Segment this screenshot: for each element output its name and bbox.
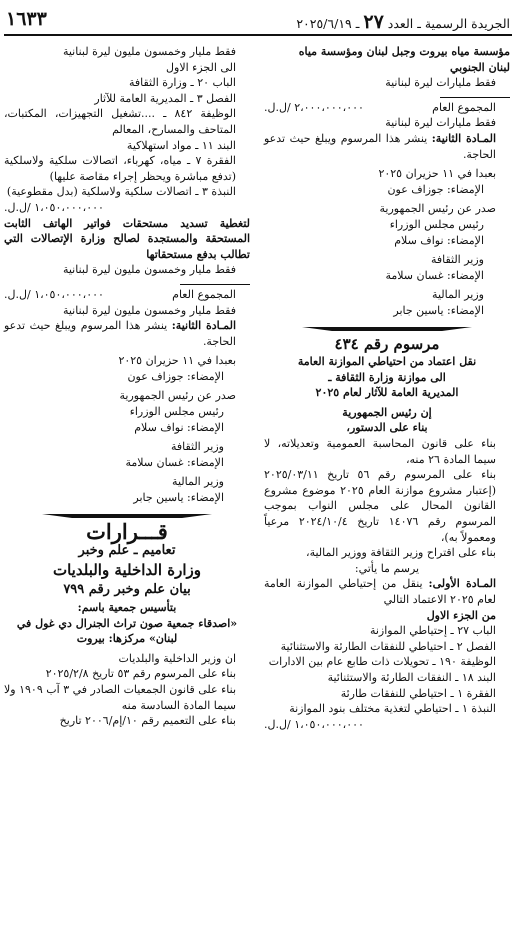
text-line: البند ١٨ ـ النفقات الطارئة والاستثنائية <box>327 670 496 684</box>
decree-title: المديرية العامة للآثار لعام ٢٠٢٥ <box>315 386 459 400</box>
ministry-heading: وزارة الداخلية والبلديات <box>52 560 201 579</box>
text-line: فقط مليارات ليرة لبنانية <box>385 116 496 130</box>
signature: الإمضاء: غسان سلامة <box>385 268 484 282</box>
total-amount: ١،٠٥٠،٠٠٠،٠٠٠ /ل.ل. <box>4 287 104 301</box>
text-line: الى الجزء الاول <box>166 60 236 74</box>
text-line: وزير الثقافة <box>170 440 224 454</box>
text-line: مؤسسة مياه بيروت وجبل لبنان ومؤسسة مياه <box>298 45 510 58</box>
text-line: صدر عن رئيس الجمهورية <box>119 389 236 403</box>
decree-title: الى موازنة وزارة الثقافة ـ <box>328 370 446 384</box>
total-row <box>264 100 510 116</box>
date-line: بعبدا في ١١ حزيران ٢٠٢٥ <box>378 167 496 181</box>
text-line: فقط مليارات ليرة لبنانية <box>385 76 496 90</box>
article-title: المـادة الثانية: <box>431 131 497 145</box>
text-line: الوظيفة ١٩٠ ـ تحويلات ذات طابع عام بين الادارات <box>268 655 496 669</box>
article-title: المـادة الثانية: <box>171 319 237 333</box>
sum-rule <box>440 97 510 98</box>
text-line: رئيس مجلس الوزراء <box>129 405 224 419</box>
page-header <box>4 6 512 32</box>
total-label: المجموع العام <box>172 287 236 301</box>
text-line: النبذة ١ ـ احتياطي لتغذية مختلف بنود الموازنة <box>289 702 496 716</box>
text-line: الوظيفة ٨٤٢ ـ ....تشغيل التجهيزات، المكتبات، المتاحف والمسارح، المعالم <box>4 107 236 136</box>
gazette-title <box>296 11 510 33</box>
paragraph: بناء على قانون الجمعيات الصادر في ٣ آب ١٩٠٩ ولا سيما المادة السادسة منه <box>4 682 237 712</box>
total-label: المجموع العام <box>432 100 496 114</box>
paragraph: بناء على المرسوم رقم ٥٣ تاريخ ٢٠٢٥/٢/٨ <box>45 667 236 681</box>
article-text: ينشر هذا المرسوم ويبلغ حيث تدعو الحاجة. <box>4 319 236 348</box>
text-line: صدر عن رئيس الجمهورية <box>379 202 496 216</box>
article-title: المـادة الأولى: <box>428 577 497 591</box>
association-name: «اصدقاء جمعية صون تراث الجنرال دي غول في لبنان» مركزها: بيروت <box>16 616 238 646</box>
text-line: ان وزير الداخلية والبلديات <box>118 651 236 665</box>
header-rule <box>4 34 512 36</box>
text-line: بتأسيس جمعية باسم: <box>77 601 177 614</box>
left-column <box>4 44 250 729</box>
section-separator <box>42 514 212 518</box>
signature: الإمضاء: نواف سلام <box>394 233 484 247</box>
paragraph: بناء على التعميم رقم ١٠/إم/٢٠٠٦ تاريخ <box>59 714 236 728</box>
text-line: الفصل ٢ ـ احتياطي للنفقات الطارئة والاستثنائية <box>280 639 496 653</box>
date-line: بعبدا في ١١ حزيران ٢٠٢٥ <box>118 354 236 368</box>
article-text: ينشر هذا المرسوم ويبلغ حيث تدعو الحاجة. <box>264 131 496 161</box>
text-line: البند ١١ ـ مواد استهلاكية <box>126 138 236 152</box>
article-text: ينقل من إحتياطي الموازنة العامة لعام ٢٠٢٥ الاعتماد التالي <box>264 577 496 606</box>
decree-title: نقل اعتماد من احتياطي الموازنة العامة <box>297 355 477 369</box>
text-line: وزير المالية <box>172 475 224 489</box>
decree-number: مرسوم رقم ٤٣٤ <box>334 334 440 353</box>
section-separator <box>302 327 472 331</box>
paragraph: بناء على اقتراح وزير الثقافة ووزير المالية، <box>306 546 496 560</box>
signature: الإمضاء: جوزاف عون <box>127 369 224 383</box>
amount: ١،٠٥٠،٠٠٠،٠٠٠ /ل.ل. <box>4 200 104 214</box>
text-line: رئيس مجلس الوزراء <box>389 217 484 231</box>
text-line: يرسم ما يأتي: <box>354 561 420 575</box>
section-subheading: تعاميم ـ علم وخبر <box>78 543 176 559</box>
text-line: فقط مليار وخمسون مليون ليرة لبنانية <box>62 45 236 58</box>
paragraph: بناء على المرسوم رقم ٥٦ تاريخ ٢٠٢٥/٠٣/١١ (إعتبار مشروع موازنة العام ٢٠٢٥ موضوع مشروع القانون المحال على مجلس النواب بموجب المرسوم رقم ١٤٠٧٦ تاريخ ٢٠٢٤/١٠/٤ مرعياً ومعمولاً به)، <box>264 468 497 544</box>
text-line: وزير الثقافة <box>430 253 484 267</box>
gazette-name: الجريدة الرسمية ـ العدد <box>387 16 510 31</box>
signature: الإمضاء: غسان سلامة <box>125 455 224 469</box>
total-row <box>4 287 250 303</box>
signature: الإمضاء: جوزاف عون <box>387 182 484 196</box>
text-line: الباب ٢٠ ـ وزارة الثقافة <box>128 76 236 90</box>
page-number: ١٦٣٣ <box>6 8 47 30</box>
text-line: من الجزء الاول <box>426 608 496 622</box>
text-line: فقط مليار وخمسون مليون ليرة لبنانية <box>62 303 236 317</box>
text-line: وزير المالية <box>432 288 484 302</box>
text-line: لبنان الجنوبي <box>450 60 510 74</box>
issue-date: ـ ٢٠٢٥/٦/١٩ <box>296 16 360 31</box>
paragraph: بناء على قانون المحاسبة العمومية وتعديلاته، لا سيما المادة ٢٦ منه، <box>264 437 496 466</box>
text-line: الفقرة ٧ ـ مياه، كهرباء، اتصالات سلكية ولاسلكية (تدفع مباشرة ويحظر إجراء مقاصة عليها) <box>4 154 236 183</box>
notice-number: بيان علم وخبر رقم ٧٩٩ <box>63 582 191 598</box>
text-line: الفقرة ١ ـ احتياطي للنفقات طارئة <box>340 686 496 700</box>
right-column <box>264 44 510 732</box>
text-line: النبذة ٣ ـ اتصالات سلكية ولاسلكية (بدل مقطوعية) <box>6 185 236 199</box>
signature: الإمضاء: ياسين جابر <box>393 303 484 317</box>
issue-number: ٢٧ <box>363 11 384 33</box>
amount: ١،٠٥٠،٠٠٠،٠٠٠ /ل.ل. <box>264 717 364 731</box>
signature: الإمضاء: ياسين جابر <box>133 491 224 505</box>
total-amount: ٢،٠٠٠،٠٠٠،٠٠٠ /ل.ل. <box>264 100 364 114</box>
section-heading: قـــرارات <box>86 518 168 544</box>
text-line: فقط مليار وخمسون مليون ليرة لبنانية <box>62 263 236 277</box>
bold-paragraph: لتغطية تسديد مستحقات فواتير الهاتف الثابت المستحقة والمستجدة لصالح وزارة الإتصالات التي تطالب بدفع مستحقاتها <box>4 216 250 261</box>
text-line: إن رئيس الجمهورية <box>342 405 432 419</box>
signature: الإمضاء: نواف سلام <box>134 420 224 434</box>
sum-rule <box>180 284 250 285</box>
text-line: بناء على الدستور، <box>346 421 428 435</box>
text-line: الفصل ٣ ـ المديرية العامة للآثار <box>94 91 236 105</box>
text-line: الباب ٢٧ ـ إحتياطي الموازنة <box>369 624 496 638</box>
